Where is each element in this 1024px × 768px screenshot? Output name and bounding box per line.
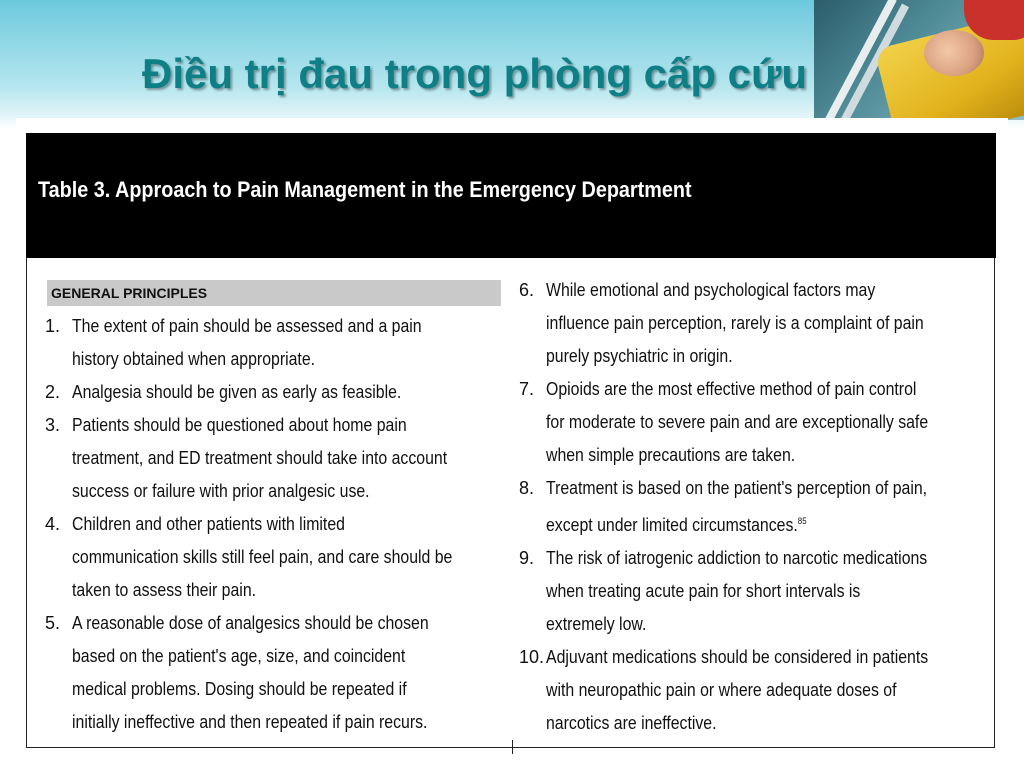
- list-item: [45, 409, 505, 508]
- table-caption: Table 3. Approach to Pain Management in the Emergency Department: [38, 177, 692, 202]
- item-number: 2.: [45, 382, 61, 402]
- item-text: Opioids are the most effective method of pain control for moderate to severe pain and are exceptionally safe when simple precautions are taken.: [546, 379, 929, 465]
- item-text: Patients should be questioned about home pain treatment, and ED treatment should take into account success or failure with prior analgesic use.: [72, 415, 448, 501]
- item-text: [546, 472, 929, 542]
- item-text: Adjuvant medications should be considered in patients with neuropathic pain or where adequate doses of narcotics are ineffective.: [546, 647, 929, 733]
- item-number: 1.: [45, 316, 61, 336]
- table-body: [26, 258, 995, 748]
- slide-title: Điều trị đau trong phòng cấp cứu: [142, 50, 808, 97]
- list-item: [519, 542, 981, 641]
- list-item: [519, 641, 981, 740]
- list-item: [519, 373, 981, 472]
- list-item: [45, 508, 505, 607]
- list-item: [519, 472, 981, 542]
- list-item: [45, 376, 505, 409]
- item-text: Children and other patients with limited communication skills still feel pain, and care should be taken to assess their pain.: [72, 514, 453, 600]
- emergency-stretcher-photo: [814, 0, 1024, 120]
- column-divider: [512, 740, 513, 754]
- reference-superscript: 85: [797, 516, 807, 526]
- item-text: Analgesia should be given as early as feasible.: [72, 382, 402, 402]
- left-column: [45, 310, 505, 739]
- list-item: [45, 310, 505, 376]
- list-item: [519, 274, 981, 373]
- item-number: 5.: [45, 613, 61, 633]
- item-number: 4.: [45, 514, 61, 534]
- section-heading: [47, 280, 501, 306]
- item-number: 3.: [45, 415, 61, 435]
- section-heading-label: GENERAL PRINCIPLES: [51, 285, 208, 301]
- table-header-bar: [26, 133, 996, 258]
- item-text: The extent of pain should be assessed and a pain history obtained when appropriate.: [72, 316, 422, 369]
- item-text: A reasonable dose of analgesics should be chosen based on the patient's age, size, and coincident medical problems. Dosing should be repeated if initially ineffective and then repeated if pain recurs.: [72, 613, 429, 732]
- item-number: 6.: [519, 280, 535, 300]
- item-number: 10.: [519, 647, 545, 667]
- patient-shape: [924, 30, 984, 76]
- item-text: The risk of iatrogenic addiction to narcotic medications when treating acute pain for short intervals is extremely low.: [546, 548, 928, 634]
- item-number: 9.: [519, 548, 535, 568]
- item-number: 8.: [519, 478, 535, 498]
- item-number: 7.: [519, 379, 535, 399]
- item-text-body: Treatment is based on the patient's perception of pain, except under limited circumstances.: [546, 478, 928, 535]
- list-item: [45, 607, 505, 739]
- right-column: [519, 274, 981, 740]
- item-text: While emotional and psychological factors may influence pain perception, rarely is a complaint of pain purely psychiatric in origin.: [546, 280, 924, 366]
